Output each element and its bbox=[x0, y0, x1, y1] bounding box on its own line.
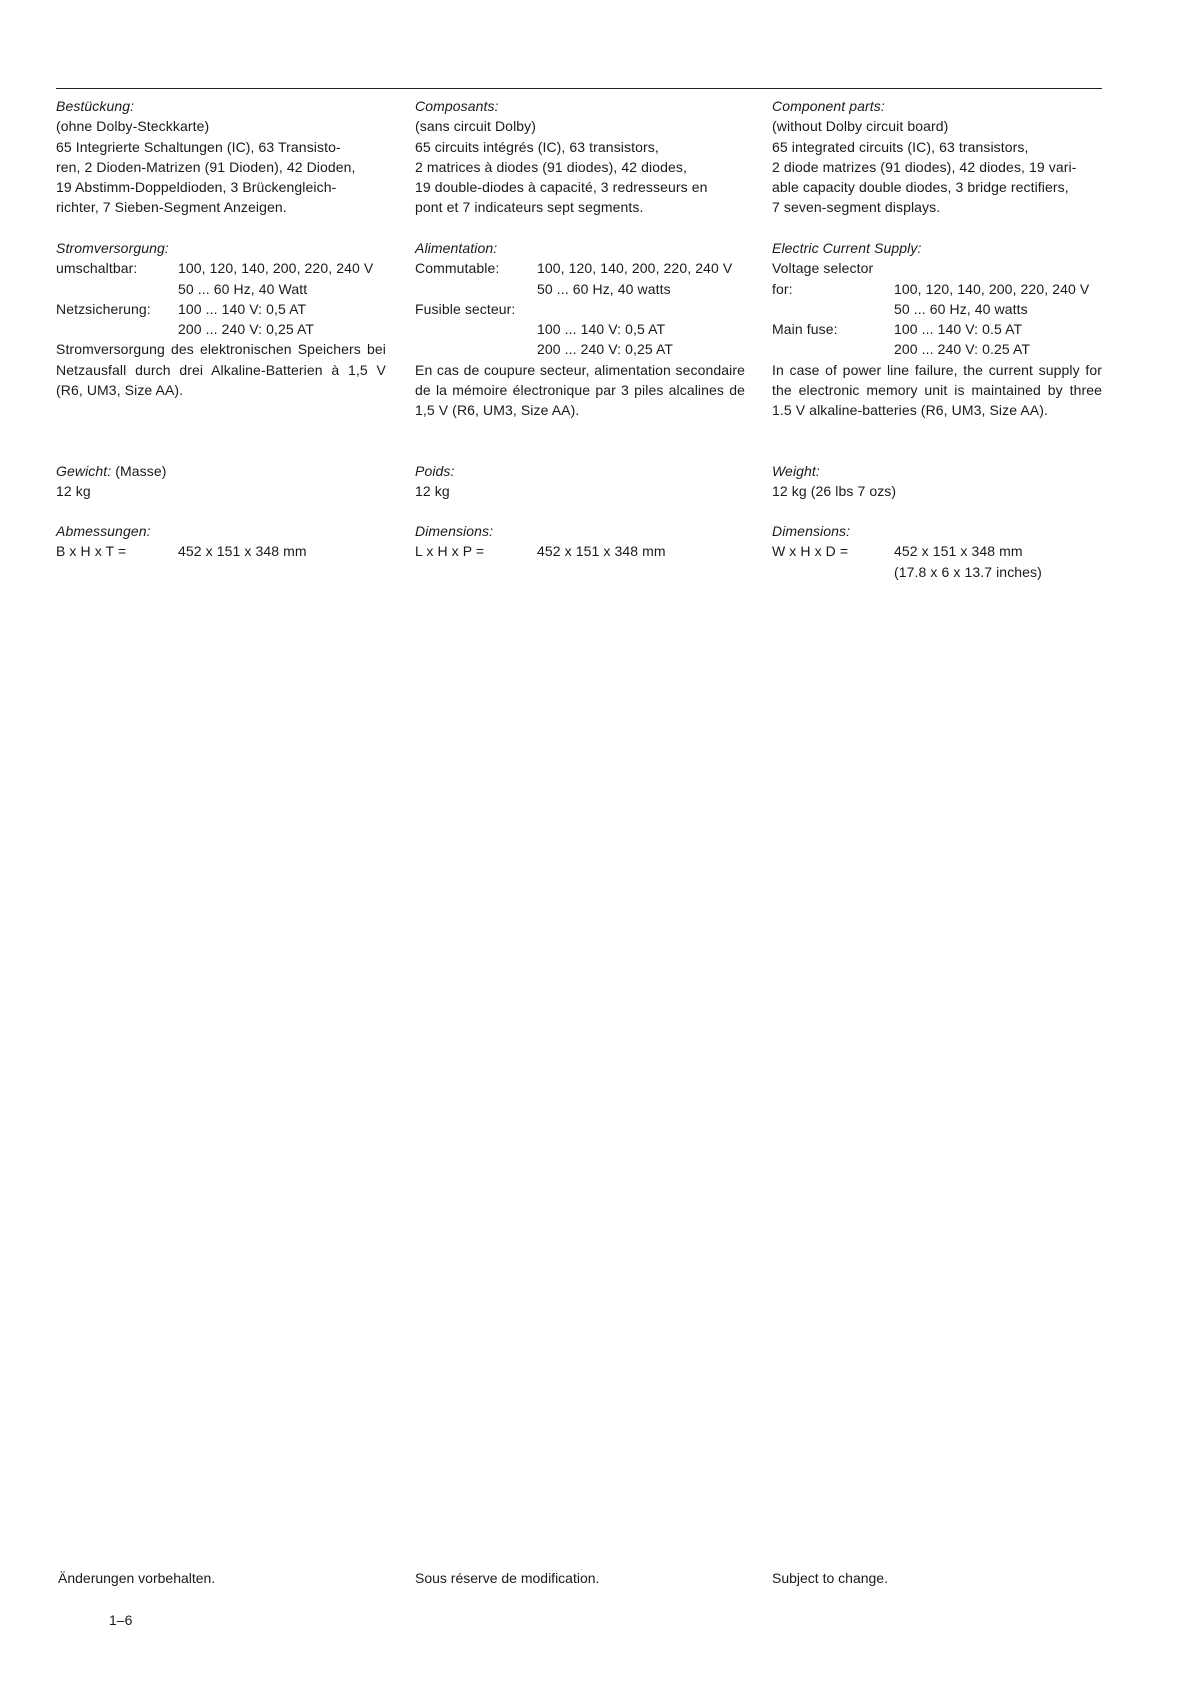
value-umschaltbar: 100, 120, 140, 200, 220, 240 V bbox=[178, 260, 374, 277]
value-dimensions-inches: (17.8 x 6 x 13.7 inches) bbox=[894, 563, 1042, 580]
row-voltage-for bbox=[772, 279, 1102, 299]
section-abmessungen bbox=[56, 521, 386, 562]
value-umschaltbar-2: 50 ... 60 Hz, 40 Watt bbox=[178, 280, 308, 297]
section-current-supply bbox=[772, 238, 1102, 421]
heading-composants: Composants: bbox=[415, 98, 499, 114]
value-gewicht: 12 kg bbox=[56, 483, 91, 500]
heading-poids: Poids: bbox=[415, 463, 455, 479]
value-poids: 12 kg bbox=[415, 483, 450, 500]
heading-gewicht-line bbox=[56, 461, 386, 481]
section-composants bbox=[415, 96, 745, 218]
text-line: 65 circuits intégrés (IC), 63 transistors, bbox=[415, 138, 659, 155]
value-weight: 12 kg (26 lbs 7 ozs) bbox=[772, 483, 897, 500]
row-abmessungen bbox=[56, 541, 386, 561]
label-main-fuse: Main fuse: bbox=[772, 321, 838, 338]
paragraph-battery: En cas de coupure secteur, alimentation secondaire de la mémoire électronique par 3 piles alcalines de 1,5 V (R6, UM3, Size AA). bbox=[415, 361, 745, 419]
paragraph-battery: Stromversorgung des elektronischen Speichers bei Netzausfall durch drei Alkaline-Batterien à 1,5 V (R6, UM3, Size AA). bbox=[56, 341, 386, 399]
heading-current-supply: Electric Current Supply: bbox=[772, 240, 922, 256]
heading-component-parts: Component parts: bbox=[772, 98, 885, 114]
text-line: able capacity double diodes, 3 bridge rectifiers, bbox=[772, 179, 1069, 196]
value-fusible-2: 200 ... 240 V: 0,25 AT bbox=[537, 341, 674, 358]
value-for-2: 50 ... 60 Hz, 40 watts bbox=[894, 300, 1028, 317]
footer-french: Sous réserve de modification. bbox=[415, 1570, 600, 1586]
footer-english: Subject to change. bbox=[772, 1570, 888, 1586]
heading-dimensions: Dimensions: bbox=[415, 523, 494, 539]
section-poids bbox=[415, 461, 745, 502]
heading-dimensions: Dimensions: bbox=[772, 523, 851, 539]
text-line: (ohne Dolby-Steckkarte) bbox=[56, 118, 210, 135]
text-line: (sans circuit Dolby) bbox=[415, 118, 537, 135]
heading-stromversorgung: Stromversorgung: bbox=[56, 240, 169, 256]
value-for: 100, 120, 140, 200, 220, 240 V bbox=[894, 280, 1090, 297]
section-bestueckung bbox=[56, 96, 386, 218]
row-main-fuse bbox=[772, 319, 1102, 339]
value-fusible: 100 ... 140 V: 0,5 AT bbox=[537, 321, 666, 338]
section-gewicht bbox=[56, 461, 386, 502]
label-fusible: Fusible secteur: bbox=[415, 300, 516, 317]
top-rule bbox=[56, 88, 1102, 89]
row-dimensions bbox=[415, 541, 745, 561]
text-line: 2 diode matrizes (91 diodes), 42 diodes, 19 vari- bbox=[772, 158, 1077, 175]
heading-gewicht: Gewicht: bbox=[56, 463, 112, 479]
row-umschaltbar bbox=[56, 258, 386, 278]
text-line: pont et 7 indicateurs sept segments. bbox=[415, 199, 644, 216]
row-dimensions bbox=[772, 541, 1102, 561]
text-line: 2 matrices à diodes (91 diodes), 42 diodes, bbox=[415, 158, 688, 175]
section-alimentation bbox=[415, 238, 745, 421]
heading-weight: Weight: bbox=[772, 463, 820, 479]
label-commutable: Commutable: bbox=[415, 260, 500, 277]
value-main-fuse: 100 ... 140 V: 0.5 AT bbox=[894, 321, 1023, 338]
text-line: richter, 7 Sieben-Segment Anzeigen. bbox=[56, 199, 287, 216]
text-line: (without Dolby circuit board) bbox=[772, 118, 949, 135]
label-for: for: bbox=[772, 280, 793, 297]
label-umschaltbar: umschaltbar: bbox=[56, 260, 138, 277]
section-dimensions-fr bbox=[415, 521, 745, 562]
section-dimensions-en bbox=[772, 521, 1102, 582]
value-commutable-2: 50 ... 60 Hz, 40 watts bbox=[537, 280, 671, 297]
value-dimensions: 452 x 151 x 348 mm bbox=[894, 543, 1023, 560]
label-dimensions: W x H x D = bbox=[772, 543, 849, 560]
text-line: 19 double-diodes à capacité, 3 redresseurs en bbox=[415, 179, 708, 196]
row-netzsicherung bbox=[56, 299, 386, 319]
row-commutable bbox=[415, 258, 745, 278]
footer-german: Änderungen vorbehalten. bbox=[58, 1570, 216, 1586]
heading-gewicht-suffix: (Masse) bbox=[111, 463, 167, 479]
text-line: 65 integrated circuits (IC), 63 transistors, bbox=[772, 138, 1029, 155]
section-component-parts bbox=[772, 96, 1102, 218]
value-dimensions: 452 x 151 x 348 mm bbox=[537, 543, 666, 560]
value-netzsicherung: 100 ... 140 V: 0,5 AT bbox=[178, 300, 307, 317]
value-commutable: 100, 120, 140, 200, 220, 240 V bbox=[537, 260, 733, 277]
heading-bestueckung: Bestückung: bbox=[56, 98, 135, 114]
heading-alimentation: Alimentation: bbox=[415, 240, 498, 256]
value-netzsicherung-2: 200 ... 240 V: 0,25 AT bbox=[178, 321, 315, 338]
label-netzsicherung: Netzsicherung: bbox=[56, 300, 151, 317]
text-line: 65 Integrierte Schaltungen (IC), 63 Transisto- bbox=[56, 138, 341, 155]
heading-abmessungen: Abmessungen: bbox=[56, 523, 151, 539]
value-main-fuse-2: 200 ... 240 V: 0.25 AT bbox=[894, 341, 1031, 358]
section-stromversorgung bbox=[56, 238, 386, 400]
label-abmessungen: B x H x T = bbox=[56, 543, 127, 560]
label-voltage-selector: Voltage selector bbox=[772, 260, 874, 277]
page-number: 1–6 bbox=[109, 1612, 133, 1628]
paragraph-battery: In case of power line failure, the current supply for the electronic memory unit is maintained by three 1.5 V alkaline-batteries (R6, UM3, Size AA). bbox=[772, 361, 1102, 419]
section-weight bbox=[772, 461, 1102, 502]
label-dimensions: L x H x P = bbox=[415, 543, 485, 560]
text-line: ren, 2 Dioden-Matrizen (91 Dioden), 42 Dioden, bbox=[56, 158, 356, 175]
text-line: 19 Abstimm-Doppeldioden, 3 Brückengleich- bbox=[56, 179, 337, 196]
text-line: 7 seven-segment displays. bbox=[772, 199, 941, 216]
value-abmessungen: 452 x 151 x 348 mm bbox=[178, 543, 307, 560]
